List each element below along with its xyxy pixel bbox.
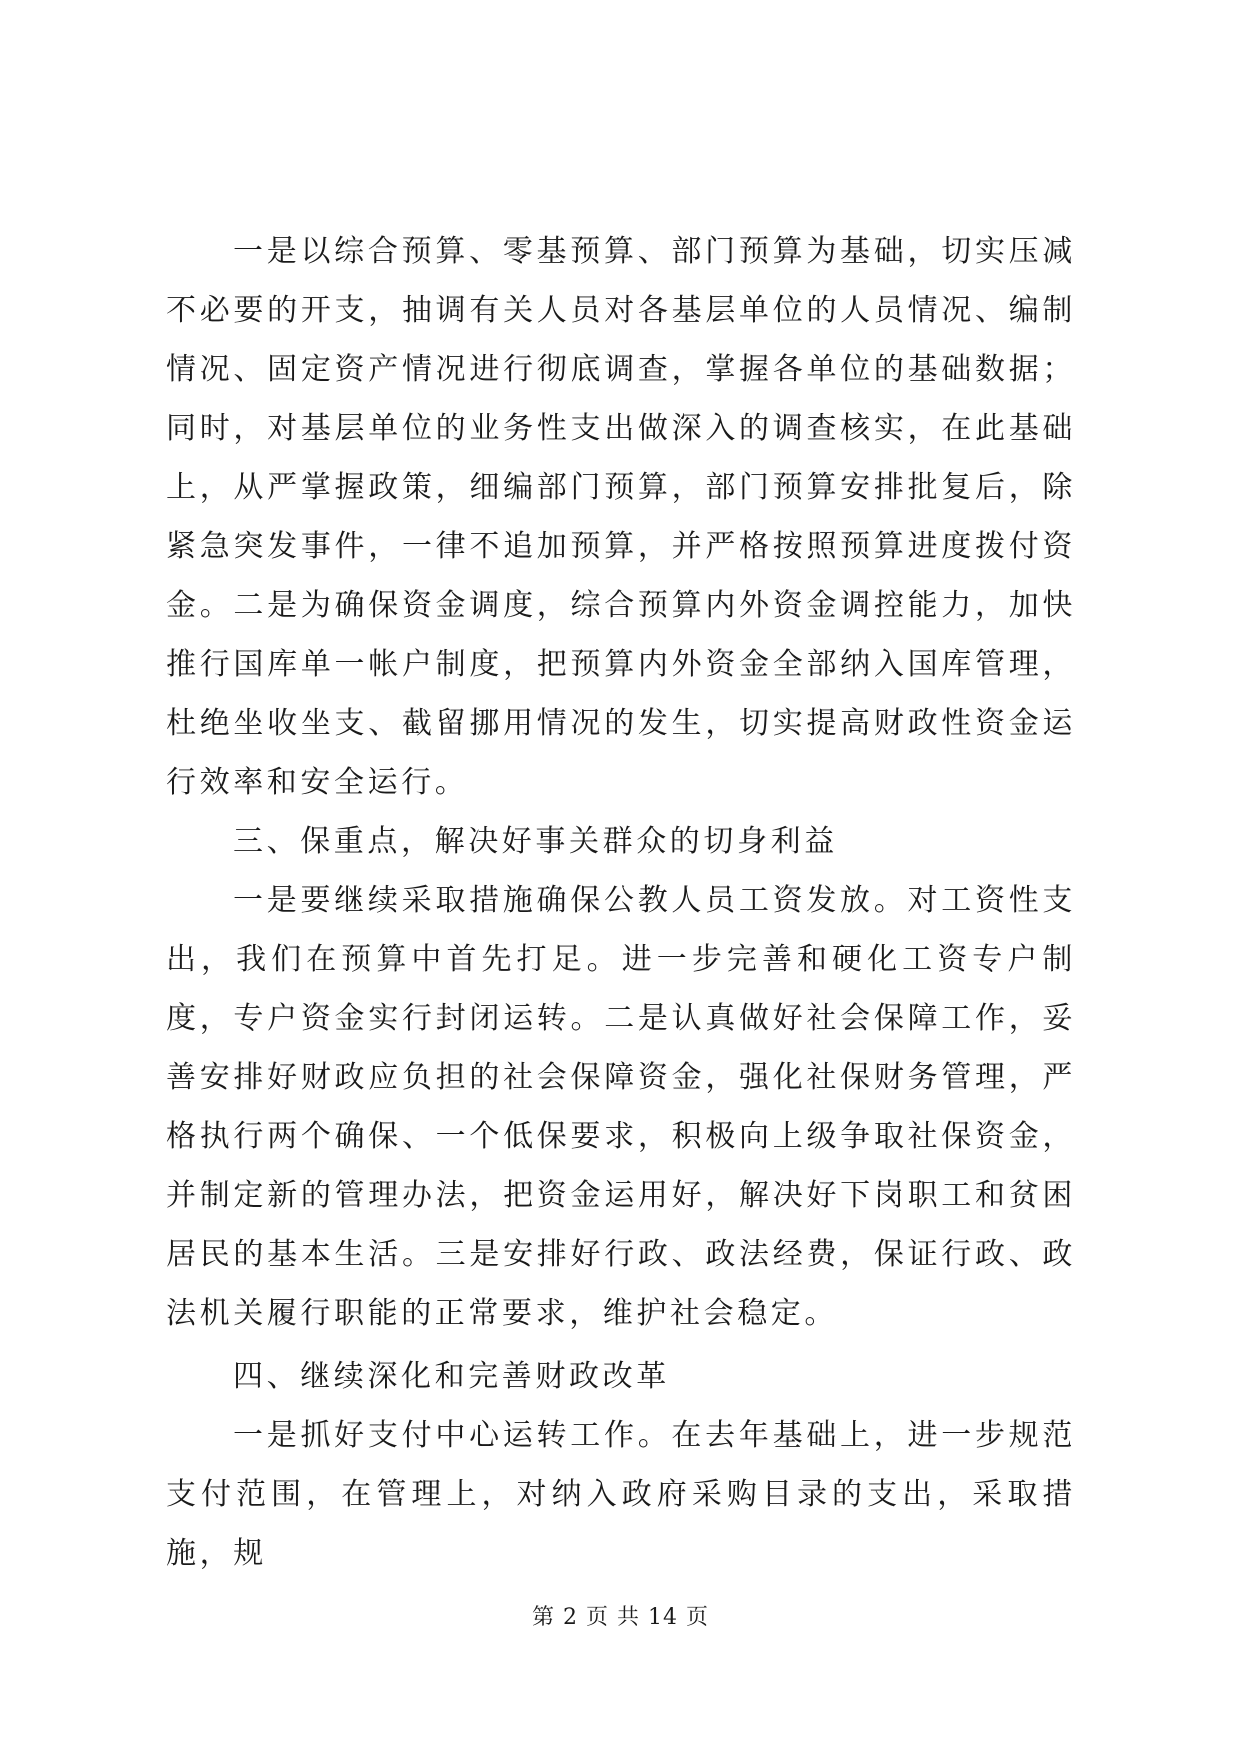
paragraph-budget-basis: 一是以综合预算、零基预算、部门预算为基础，切实压减不必要的开支，抽调有关人员对各基层单位的人员情况、编制情况、固定资产情况进行彻底调查，掌握各单位的基础数据；同时，对基层单位的业务性支出做深入的调查核实，在此基础上，从严掌握政策，细编部门预算，部门预算安排批复后，除紧急突发事件，一律不追加预算，并严格按照预算进度拨付资金。二是为确保资金调度，综合预算内外资金调控能力，加快推行国库单一帐户制度，把预算内外资金全部纳入国库管理，杜绝坐收坐支、截留挪用情况的发生，切实提高财政性资金运行效率和安全运行。 — [166, 234, 1076, 800]
section-heading-3: 三、保重点，解决好事关群众的切身利益 — [233, 824, 838, 859]
paragraph-payment-center: 一是抓好支付中心运转工作。在去年基础上，进一步规范支付范围，在管理上，对纳入政府采购目录的支出，采取措施，规 — [166, 1418, 1076, 1571]
document-body — [166, 222, 1076, 1583]
section-heading-4: 四、继续深化和完善财政改革 — [233, 1359, 670, 1394]
page-footer: 第 2 页 共 14 页 — [532, 1605, 709, 1630]
paragraph-salary-social-security: 一是要继续采取措施确保公教人员工资发放。对工资性支出，我们在预算中首先打足。进一步完善和硬化工资专户制度，专户资金实行封闭运转。二是认真做好社会保障工作，妥善安排好财政应负担的社会保障资金，强化社保财务管理，严格执行两个确保、一个低保要求，积极向上级争取社保资金，并制定新的管理办法，把资金运用好，解决好下岗职工和贫困居民的基本生活。三是安排好行政、政法经费，保证行政、政法机关履行职能的正常要求，维护社会稳定。 — [166, 883, 1076, 1331]
